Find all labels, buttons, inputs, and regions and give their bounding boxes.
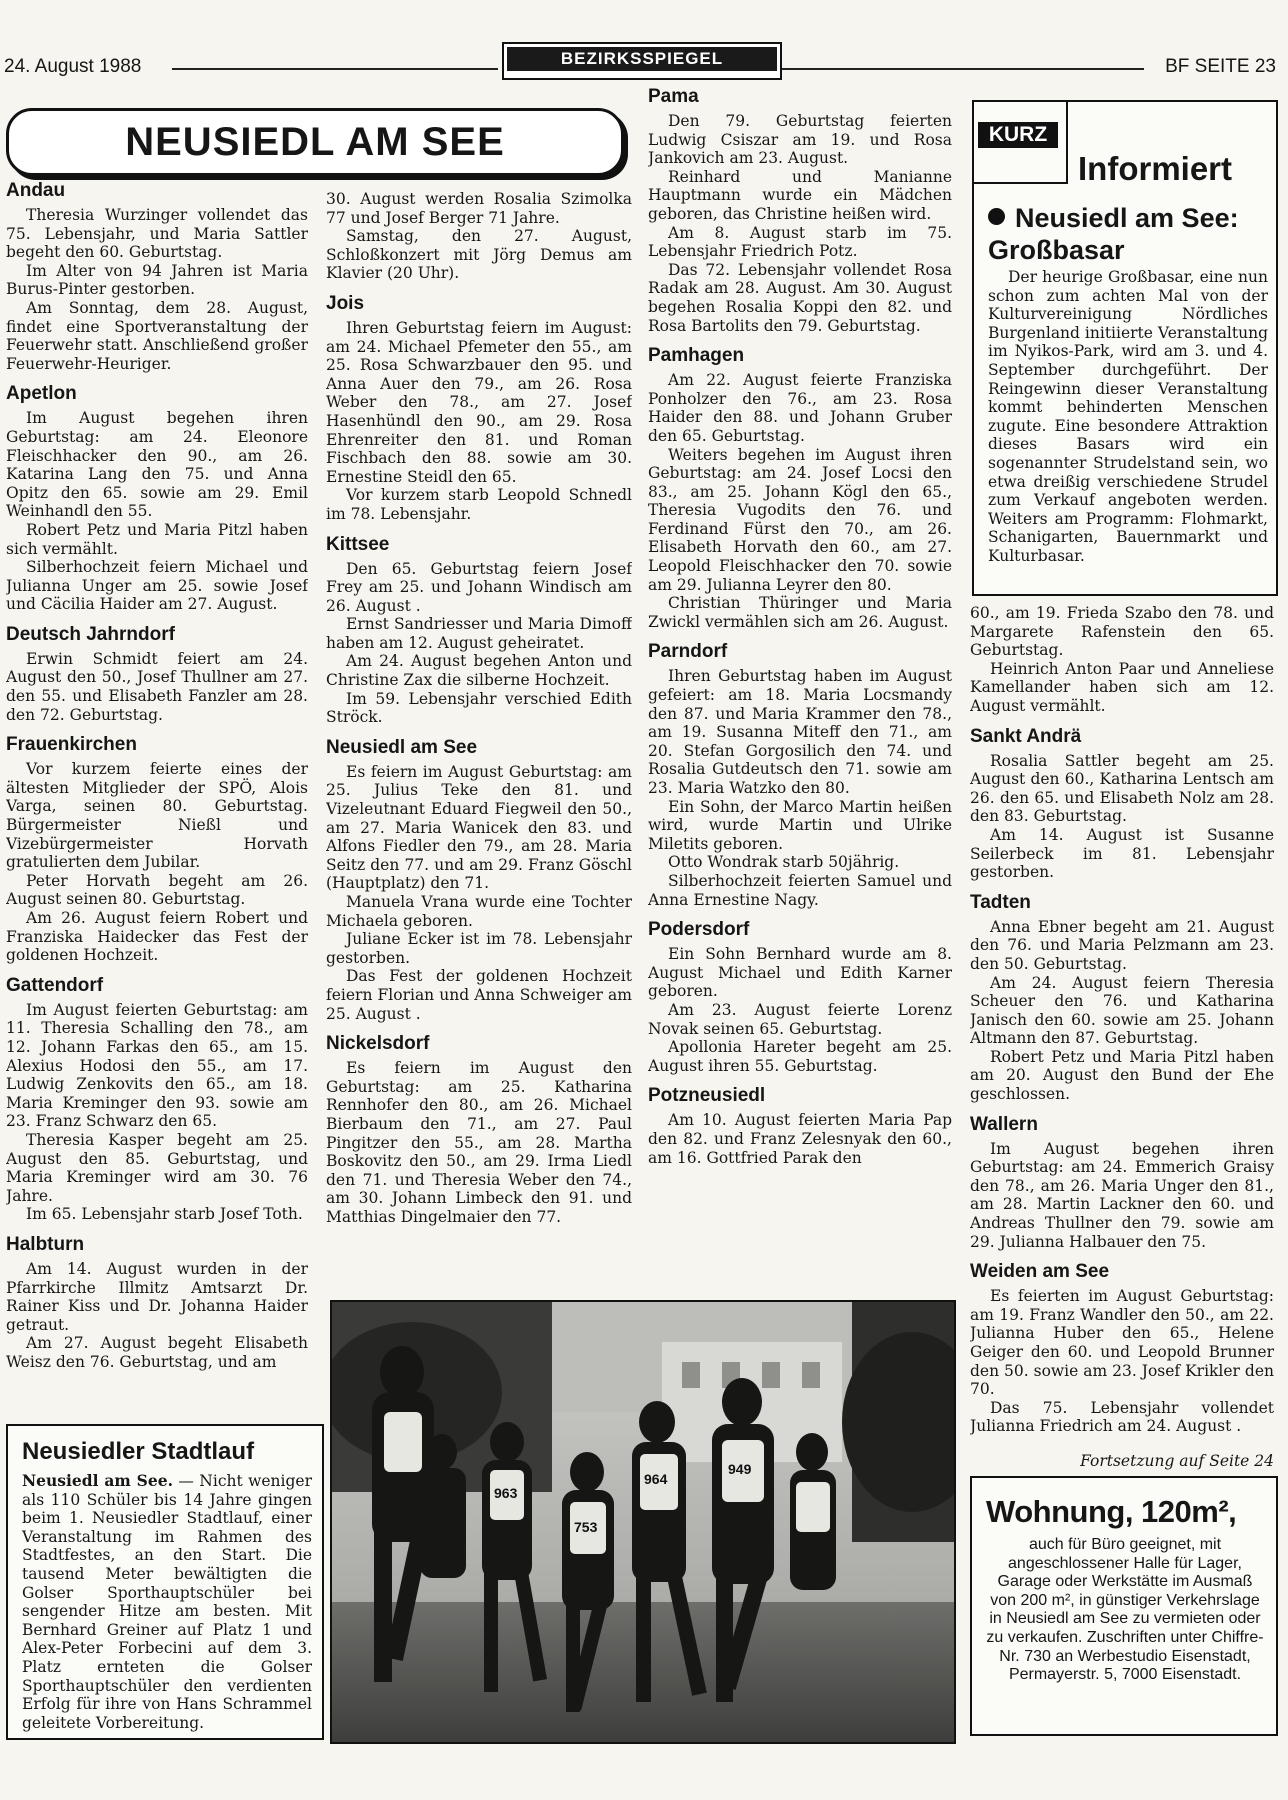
news-paragraph: Am 14. August ist Susanne Seilerbeck im 81. Lebensjahr gestorben.: [970, 825, 1274, 882]
news-paragraph: Im Alter von 94 Jahren ist Maria Burus-Pinter gestorben.: [6, 261, 308, 299]
news-paragraph: Im 59. Lebensjahr verschied Edith Ströck.: [326, 689, 632, 727]
news-paragraph: Silberhochzeit feiern Michael und Julianna Unger am 25. sowie Josef und Cäcilia Haider am 27. August.: [6, 558, 308, 614]
news-paragraph: Christian Thüringer und Maria Zwickl vermählen sich am 26. August.: [648, 594, 952, 631]
town-heading-halbturn: Halbturn: [6, 1233, 85, 1255]
town-heading-tadten: Tadten: [970, 891, 1031, 913]
wohnung-ad: [970, 1476, 1278, 1736]
kurz-informiert-box: [972, 100, 1278, 596]
town-heading-podersdorf: Podersdorf: [648, 919, 750, 941]
news-paragraph: Ihren Geburtstag feiern im August: am 24. Michael Pfemeter den 55., am 25. Rosa Schwarzbauer den 95. und Anna Auer den 79., am 26. Rosa Weber den 78., am 27. Josef Hasenhündl den 90., am 29. Rosa Ehrenreiter den 81. und Roman Fischbach den 88. sowie am 30. Ernestine Steidl den 65.: [326, 318, 632, 486]
section-badge: [502, 42, 782, 80]
news-paragraph: Vor kurzem starb Leopold Schnedl im 78. Lebensjahr.: [326, 486, 632, 523]
news-paragraph: Anna Ebner begeht am 21. August den 76. und Maria Pelzmann am 23. den 50. Geburtstag.: [970, 917, 1274, 973]
race-photo: [330, 1300, 956, 1744]
kurz-text: [988, 268, 1268, 566]
town-heading-sankt-andr: Sankt Andrä: [970, 725, 1082, 747]
town-heading-frauenkirchen: Frauenkirchen: [6, 734, 137, 756]
news-paragraph: Am 22. August feierte Franziska Ponholzer den 76., am 23. Rosa Haider den 88. und Johann Gruber den 65. Geburtstag.: [648, 371, 952, 445]
news-paragraph: Theresia Wurzinger vollendet das 75. Lebensjahr, und Maria Sattler begeht den 60. Geburtstag.: [6, 206, 308, 262]
kurz-title: [988, 202, 1268, 266]
kurz-title-text: Neusiedl am See: Großbasar: [988, 203, 1239, 265]
column-2: [326, 190, 632, 1290]
town-heading-wallern: Wallern: [970, 1113, 1038, 1135]
stadtlauf-text: [22, 1472, 312, 1732]
news-paragraph: Am Sonntag, dem 28. August, findet eine Sportveranstaltung der Feuerwehr statt. Anschließend großer Feuerwehr-Heuriger.: [6, 298, 308, 373]
news-paragraph: Ihren Geburtstag haben im August gefeiert: am 18. Maria Locsmandy den 87. und Maria Krammer den 78., am 19. Susanna Miteff den 71., am 20. Stefan Gorgosilich den 74. und Rosalia Gutdeutsch den 71. sowie am 23. Maria Watzko den 80.: [648, 667, 952, 797]
page-header: [0, 49, 1288, 86]
news-paragraph: Peter Horvath begeht am 26. August seinen 80. Geburtstag.: [6, 871, 308, 909]
issue-date: 24. August 1988: [4, 56, 142, 77]
column-2-lead: 30. August werden Rosalia Szimolka 77 und Josef Berger 71 Jahre.: [326, 190, 632, 227]
header-rule-left: [172, 68, 498, 70]
news-paragraph: Rosalia Sattler begeht am 25. August den 60., Katharina Lentsch am 26. den 65. und Elisabeth Nolz am 28. den 83. Geburtstag.: [970, 751, 1274, 826]
news-paragraph: Das 75. Lebensjahr vollendet Julianna Friedrich am 24. August .: [970, 1398, 1274, 1436]
news-paragraph: Am 27. August begeht Elisabeth Weisz den 76. Geburtstag, und am: [6, 1334, 308, 1371]
continuation-note: Fortsetzung auf Seite 24: [1080, 1452, 1274, 1470]
bullet-icon: [988, 208, 1005, 225]
news-paragraph: Am 26. August feiern Robert und Franziska Haidecker das Fest der goldenen Hochzeit.: [6, 909, 308, 965]
news-paragraph: Es feiern im August Geburtstag: am 25. Julius Teke den 81. und Vizeleutnant Eduard Fiegweil den 50., am 27. Maria Wanicek den 83. und Alfons Fiedler den 79., am 28. Maria Seitz den 77. und am 29. Franz Göschl (Hauptplatz) den 71.: [326, 762, 632, 893]
news-paragraph: Silberhochzeit feierten Samuel und Anna Ernestine Nagy.: [648, 871, 952, 909]
news-paragraph: Am 23. August feierte Lorenz Novak seinen 65. Geburtstag.: [648, 1000, 952, 1038]
news-paragraph: Das Fest der goldenen Hochzeit feiern Florian und Anna Schweiger am 25. August .: [326, 967, 632, 1023]
town-heading-pamhagen: Pamhagen: [648, 345, 745, 367]
news-paragraph: Im 65. Lebensjahr starb Josef Toth.: [26, 1205, 303, 1224]
stadtlauf-title: Neusiedler Stadtlauf: [22, 1438, 255, 1465]
stadtlauf-body: — Nicht weniger als 110 Schüler bis 14 Jahre gingen beim 1. Neusiedler Stadtlauf, einer Veranstaltung im Rahmen des Stadtfestes, an den Start. Die tausend Meter bewältigten die Golser Sporthauptschüler bei sengender Hitze am besten. Mit Bernhard Greiner auf Platz 1 und Alex-Peter Forbecini auf dem 3. Platz ernteten die Golser Sporthauptschüler den verdienten Erfolg für ihre von Hans Schrammel geleitete Vorbereitung.: [22, 1472, 312, 1732]
header-rule-right: [782, 68, 1144, 70]
section-label: BEZIRKSSPIEGEL: [507, 47, 777, 71]
news-paragraph: Im August begehen ihren Geburtstag: am 24. Eleonore Fleischhacker den 90., am 26. Katarina Lang den 75. und Anna Opitz den 65. sowie am 29. Emil Weinhandl den 55.: [6, 409, 308, 521]
news-paragraph: Ernst Sandriesser und Maria Dimoff haben am 12. August geheiratet.: [326, 615, 632, 652]
stadtlauf-lead: Neusiedl am See.: [22, 1471, 173, 1490]
news-paragraph: Robert Petz und Maria Pitzl haben am 20. August den Bund der Ehe geschlossen.: [970, 1047, 1274, 1104]
kurz-paragraph: Der heurige Großbasar, eine nun schon zum achten Mal von der Kulturvereinigung Nördliches Burgenland initiierte Veranstaltung im Nyikos-Park, wird am 3. und 4. September durchgeführt. Der Reingewinn dieser Veranstaltung kommt behinderten Menschen zugute. Eine besondere Attraktion dieses Basars wird ein sogenannter Strudelstand sein, wo etwa dreißig verschiedene Strudel zum Verkauf angeboten werden. Weiters am Programm: Flohmarkt, Schanigarten, Bauernmarkt und Kulturbasar.: [988, 268, 1268, 565]
town-heading-parndorf: Parndorf: [648, 641, 728, 663]
town-heading-pama: Pama: [648, 86, 699, 107]
town-heading-jois: Jois: [326, 292, 365, 314]
bib-964: 964: [644, 1471, 668, 1487]
page-title: NEUSIEDL AM SEE: [6, 108, 624, 176]
town-heading-apetlon: Apetlon: [6, 383, 77, 405]
bib-949: 949: [728, 1461, 752, 1477]
news-paragraph: Apollonia Hareter begeht am 25. August ihren 55. Geburtstag.: [648, 1038, 952, 1075]
town-heading-weiden-am-see: Weiden am See: [970, 1261, 1110, 1283]
news-paragraph: Am 24. August feiern Theresia Scheuer den 76. und Katharina Janisch den 60. sowie am 25. Johann Altmann den 87. Geburtstag.: [970, 973, 1274, 1048]
news-paragraph: Es feierten im August Geburtstag: am 19. Franz Wandler den 50., am 22. Julianna Huber den 65., Helene Geiger den 60. und Leopold Brunner den 50. sowie am 23. Josef Krikler den 70.: [970, 1287, 1274, 1399]
kurz-tag-box: [974, 102, 1068, 184]
news-paragraph: Den 65. Geburtstag feiern Josef Frey am 25. und Johann Windisch am 26. August .: [326, 559, 632, 615]
news-paragraph: Das 72. Lebensjahr vollendet Rosa Radak am 28. August. Am 30. August begehen Rosalia Koppi den 82. und Rosa Bartolits den 79. Geburtstag.: [648, 260, 952, 335]
town-heading-andau: Andau: [6, 180, 66, 201]
news-paragraph: Juliane Ecker ist im 78. Lebensjahr gestorben.: [326, 930, 632, 967]
news-paragraph: Weiters begehen im August ihren Geburtstag: am 24. Josef Locsi den 83., am 25. Johann Kögl den 65., Theresia Vugodits den 76. und Ferdinand Fürst den 70., am 26. Elisabeth Horvath den 60., am 27. Leopold Fleischhacker den 70. sowie am 29. Julianna Leyrer den 80.: [648, 445, 952, 594]
town-heading-nickelsdorf: Nickelsdorf: [326, 1033, 430, 1055]
column-3: [648, 86, 952, 1286]
town-heading-neusiedl-am-see: Neusiedl am See: [326, 736, 478, 758]
page-number: BF SEITE 23: [1165, 56, 1276, 77]
news-paragraph: Am 8. August starb im 75. Lebensjahr Friedrich Potz.: [648, 223, 952, 261]
news-paragraph: Ein Sohn, der Marco Martin heißen wird, wurde Martin und Ulrike Miletits geboren.: [648, 797, 952, 853]
column-4: [970, 604, 1274, 1444]
news-paragraph: Am 10. August feierten Maria Pap den 82. und Franz Zelesnyak den 60., am 16. Gottfried Parak den: [648, 1111, 952, 1167]
news-paragraph: Im August begehen ihren Geburtstag: am 24. Emmerich Graisy den 78., am 26. Maria Unger den 81., am 28. Martin Lackner den 60. und Andreas Thullner den 79. sowie am 29. Julianna Halbauer den 75.: [970, 1139, 1274, 1251]
news-paragraph: Reinhard und Manianne Hauptmann wurde ein Mädchen geboren, das Christine heißen wird.: [648, 167, 952, 223]
town-heading-deutsch-jahrndorf: Deutsch Jahrndorf: [6, 623, 175, 645]
news-paragraph: Es feiern im August den Geburtstag: am 25. Katharina Rennhofer den 80., am 26. Michael Bierbaum den 71., am 27. Paul Pingitzer den 55., am 28. Martha Boskovitz den 50., am 29. Irma Liedl den 71. und Theresia Weber den 74., am 30. Johann Limbeck den 91. und Matthias Dingelmaier den 77.: [326, 1059, 632, 1226]
news-paragraph: Im August feierten Geburtstag: am 11. Theresia Schalling den 78., am 12. Johann Farkas den 65., am 15. Alexius Hodosi den 55., am 17. Ludwig Zenkovits den 65., am 18. Maria Kreminger den 93. sowie am 23. Franz Schwarz den 65.: [6, 1000, 308, 1131]
news-paragraph: Vor kurzem feierte eines der ältesten Mitglieder der SPÖ, Alois Varga, seinen 80. Geburtstag. Bürgermeister Nießl und Vizebürgermeister Horvath gratulierten dem Jubilar.: [6, 760, 308, 872]
stadtlauf-box: [6, 1424, 324, 1740]
column-4-lead-1: 60., am 19. Frieda Szabo den 78. und Margarete Rafenstein den 65. Geburtstag.: [970, 604, 1274, 660]
bib-963: 963: [494, 1485, 518, 1501]
news-paragraph: Ein Sohn Bernhard wurde am 8. August Michael und Edith Karner geboren.: [648, 945, 952, 1001]
news-paragraph: Am 14. August wurden in der Pfarrkirche Illmitz Amtsarzt Dr. Rainer Kiss und Dr. Johanna Haider getraut.: [6, 1259, 308, 1334]
news-paragraph: Manuela Vrana wurde eine Tochter Michaela geboren.: [326, 893, 632, 930]
wohnung-text: auch für Büro geeignet, mit angeschlossener Halle für Lager, Garage oder Werkstätte im Ausmaß von 200 m², in günstiger Verkehrslage in Neusiedl am See zu vermieten oder zu verkaufen. Zuschriften unter Chiffre-Nr. 730 an Werbestudio Eisenstadt, Permayerstr. 5, 7000 Eisenstadt.: [986, 1536, 1264, 1684]
news-paragraph: Den 79. Geburtstag feierten Ludwig Csiszar am 19. und Rosa Jankovich am 23. August.: [648, 112, 952, 168]
bib-753: 753: [574, 1519, 598, 1535]
column-1: [6, 180, 308, 1415]
kurz-tag: KURZ: [978, 122, 1058, 148]
news-paragraph: Robert Petz und Maria Pitzl haben sich vermählt.: [6, 520, 308, 558]
kurz-heading: Informiert: [1078, 150, 1233, 187]
news-paragraph: Otto Wondrak starb 50jährig.: [668, 853, 900, 872]
town-heading-kittsee: Kittsee: [326, 533, 390, 555]
column-4-lead-2: Heinrich Anton Paar und Anneliese Kamellander haben sich am 12. August vermählt.: [970, 659, 1274, 715]
town-heading-potzneusiedl: Potzneusiedl: [648, 1085, 766, 1107]
news-paragraph: Erwin Schmidt feiert am 24. August den 50., Josef Thullner am 27. den 55. und Elisabeth Fanzler am 28. den 72. Geburtstag.: [6, 649, 308, 724]
news-paragraph: Samstag, den 27. August, Schloßkonzert mit Jörg Demus am Klavier (20 Uhr).: [326, 227, 632, 283]
town-heading-gattendorf: Gattendorf: [6, 974, 104, 996]
news-paragraph: Am 24. August begehen Anton und Christine Zax die silberne Hochzeit.: [326, 652, 632, 690]
wohnung-title: Wohnung, 120m²,: [986, 1494, 1237, 1529]
race-photo-image: [332, 1302, 954, 1742]
news-paragraph: Theresia Kasper begeht am 25. August den 85. Geburtstag, und Maria Kreminger wird am 30. 76 Jahre.: [6, 1130, 308, 1205]
